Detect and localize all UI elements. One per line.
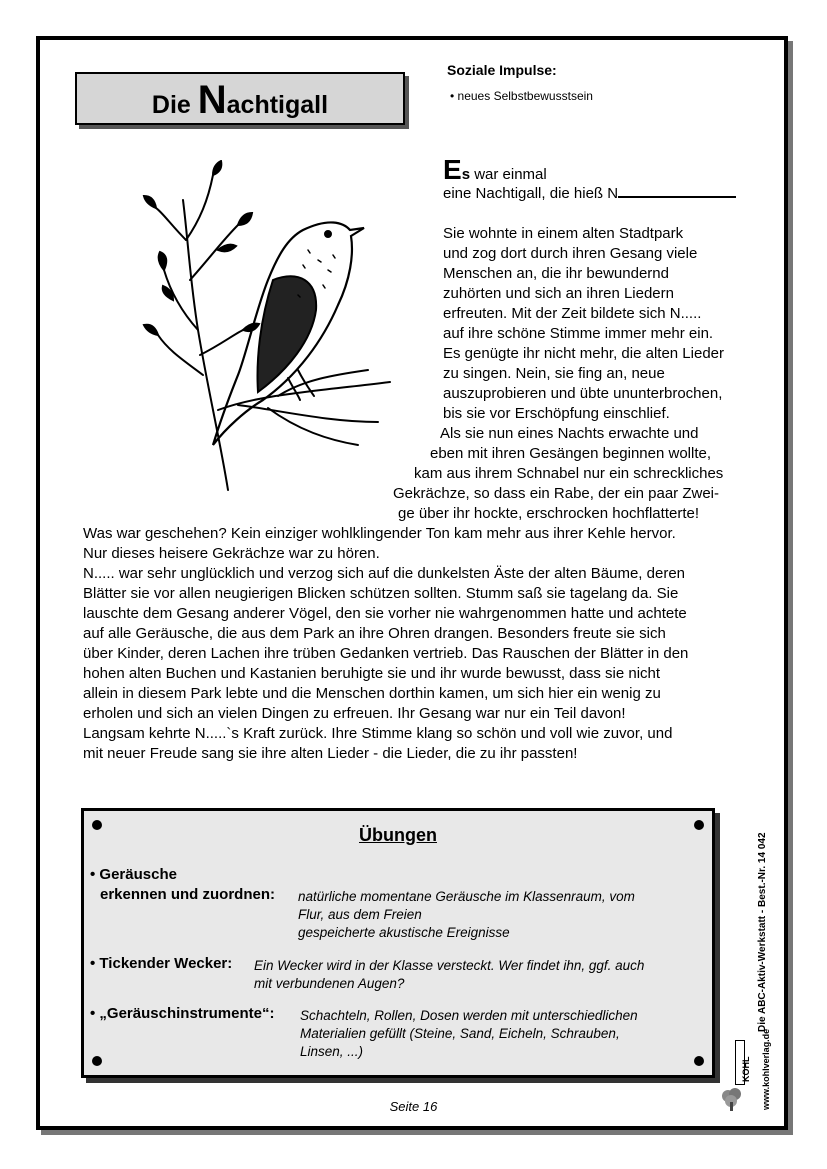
exercises-box [81, 808, 715, 1078]
impulse-item: • neues Selbstbewusstsein [450, 89, 593, 103]
story-paragraph [83, 524, 763, 764]
page-title [75, 72, 405, 125]
exercise-description-line: gespeicherte akustische Ereignisse [298, 925, 510, 940]
page-number: Seite 16 [389, 1099, 438, 1114]
story-line: kam aus ihrem Schnabel nur ein schreckliches [414, 465, 724, 482]
story-line: erfreuten. Mit der Zeit bildete sich N..... [443, 305, 702, 322]
story-line: Gekrächze, so dass ein Rabe, der ein paar Zwei- [393, 485, 719, 502]
exercise-description-line: Ein Wecker wird in der Klasse versteckt. Wer findet ihn, ggf. auch [254, 958, 645, 973]
story-second-line-text: eine Nachtigall, die hieß N [443, 185, 619, 202]
paragraph-line: erholen und sich an vielen Dingen zu erfreuen. Ihr Gesang war nur ein Teil davon! [83, 705, 626, 722]
story-line: zu singen. Nein, sie fing an, neue [443, 365, 665, 382]
story-line: auszuprobieren und übte ununterbrochen, [443, 385, 723, 402]
exercise-description [254, 957, 644, 993]
story-line: Sie wohnte in einem alten Stadtpark [443, 225, 684, 242]
story-initial-letter: E [443, 154, 462, 185]
exercise-description [300, 1007, 638, 1061]
exercise-description-line: Schachteln, Rollen, Dosen werden mit unterschiedlichen [300, 1008, 638, 1023]
nightingale-illustration-icon [128, 160, 398, 500]
paragraph-line: Langsam kehrte N.....`s Kraft zurück. Ihre Stimme klang so schön und voll wie zuvor, und [83, 725, 673, 742]
impulses-heading: Soziale Impulse: [447, 62, 557, 78]
paragraph-line: N..... war sehr unglücklich und verzog sich auf die dunkelsten Äste der alten Bäume, deren [83, 565, 685, 582]
paragraph-line: lauschte dem Gesang anderer Vögel, den sie vorher nie wahrgenommen hatte und achtete [83, 605, 687, 622]
story-initial-s: s [461, 166, 471, 183]
exercise-label: • Geräusche [90, 866, 177, 883]
exercise-description-line: Materialien gefüllt (Steine, Sand, Eicheln, Schrauben, [300, 1026, 620, 1041]
exercise-label: erkennen und zuordnen: [100, 886, 276, 903]
paragraph-line: Was war geschehen? Kein einziger wohlklingender Ton kam mehr aus ihrer Kehle hervor. [83, 525, 676, 542]
corner-dot-icon [694, 1056, 704, 1066]
exercise-description-line: natürliche momentane Geräusche im Klassenraum, vom [298, 889, 635, 904]
title-rest: achtigall [226, 91, 329, 119]
exercise-description-line: Linsen, ...) [300, 1044, 364, 1059]
story-line: auf ihre schöne Stimme immer mehr ein. [443, 325, 714, 342]
story-line: und zog dort durch ihren Gesang viele [443, 245, 698, 262]
publisher-name-vertical: KOHL [741, 1056, 751, 1082]
exercise-description-line: Flur, aus dem Freien [298, 907, 422, 922]
story-line: ge über ihr hockte, erschrocken hochflatterte! [398, 505, 699, 522]
story-line: eben mit ihren Gesängen beginnen wollte, [430, 445, 712, 462]
paragraph-line: Nur dieses heisere Gekrächze war zu hören. [83, 545, 380, 562]
title-initial: N [197, 78, 227, 122]
story-line: zuhörten und sich an ihren Liedern [443, 285, 674, 302]
paragraph-line: über Kinder, deren Lachen ihre trüben Gedanken vertrieb. Das Rauschen der Blätter in den [83, 645, 689, 662]
exercise-description-line: mit verbundenen Augen? [254, 976, 405, 991]
paragraph-line: allein in diesem Park lebte und die Menschen dorthin kamen, um sich hier ein wenig zu [83, 685, 661, 702]
exercise-label: • Tickender Wecker: [90, 955, 233, 972]
paragraph-line: Blätter sie vor allen neugierigen Blicken schützen sollten. Stumm saß sie tagelang da. Sie [83, 585, 679, 602]
name-blank-line[interactable] [618, 184, 736, 198]
title-lead: Die [151, 91, 198, 119]
publisher-badge [735, 1040, 745, 1085]
exercise-description [298, 888, 635, 942]
paragraph-line: mit neuer Freude sang sie ihre alten Lieder - die Lieder, die zu ihr passten! [83, 745, 578, 762]
exercise-label: • „Geräuschinstrumente“: [90, 1005, 275, 1022]
story-line: Menschen an, die ihr bewundernd [443, 265, 669, 282]
corner-dot-icon [92, 1056, 102, 1066]
exercises-title: Übungen [359, 825, 437, 845]
story-line: Als sie nun eines Nachts erwachte und [440, 425, 699, 442]
paragraph-line: hohen alten Buchen und Kastanien beruhigte sie und ihr wurde bewusst, dass sie nicht [83, 665, 661, 682]
paragraph-line: auf alle Geräusche, die aus dem Park an ihre Ohren drangen. Besonders freute sie sich [83, 625, 666, 642]
story-line: bis sie vor Erschöpfung einschlief. [443, 405, 670, 422]
publisher-url-vertical: www.kohlverlag.de [761, 1028, 771, 1110]
story-line: Es genügte ihr nicht mehr, die alten Lieder [443, 345, 725, 362]
story-second-line [443, 184, 736, 204]
tree-logo-icon [718, 1086, 748, 1112]
series-vertical-text: Die ABC-Aktiv-Werkstatt - Best.-Nr. 14 042 [757, 832, 768, 1032]
story-first-line-text: war einmal [470, 166, 547, 183]
story-first-line [443, 154, 547, 185]
